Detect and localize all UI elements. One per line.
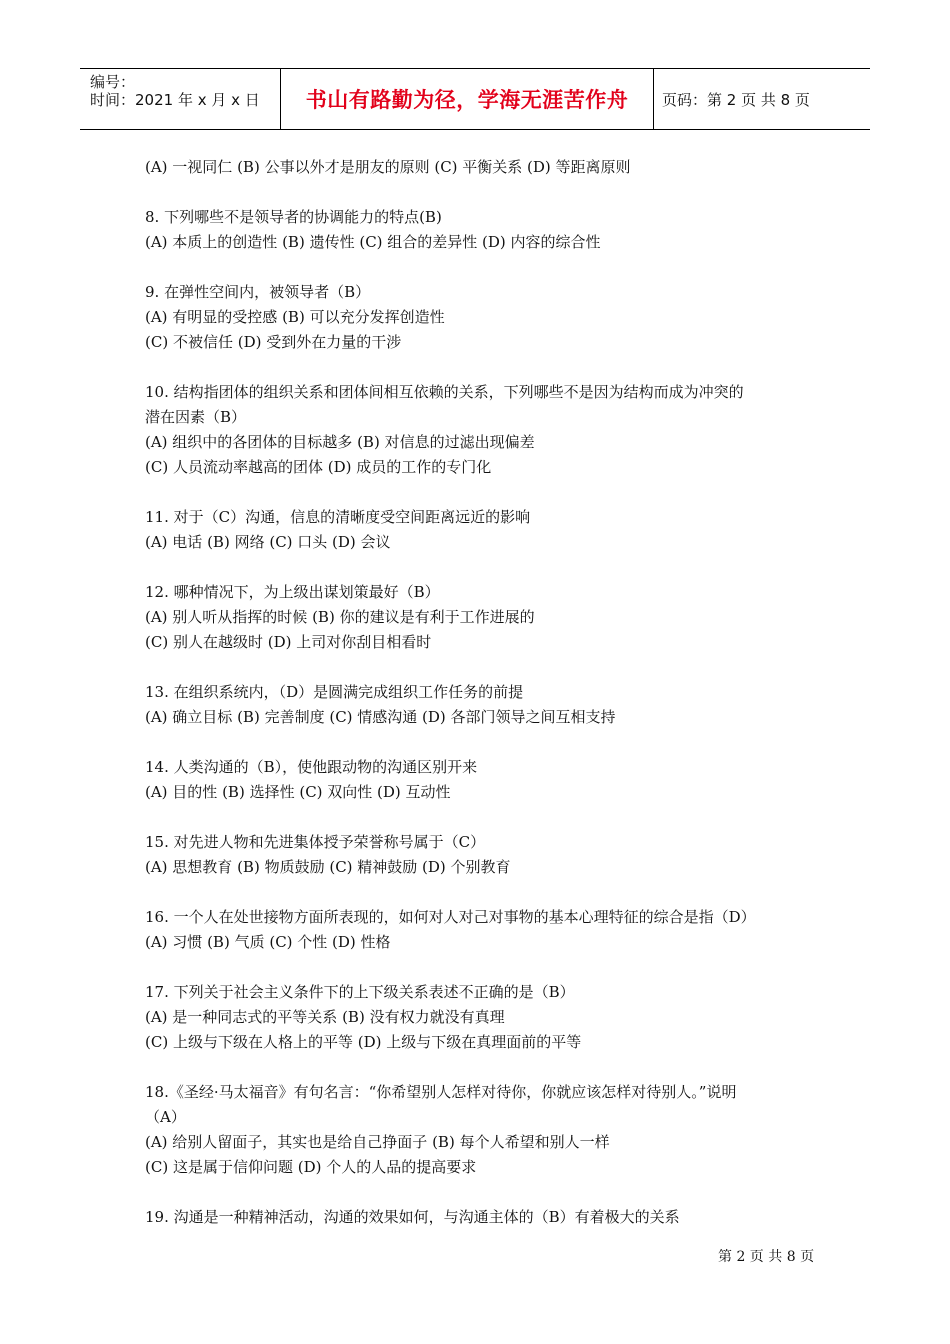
text-line: (A) 有明显的受控感 (B) 可以充分发挥创造性 xyxy=(145,308,445,326)
text-line: 12. 哪种情况下，为上级出谋划策最好（B） xyxy=(145,583,440,601)
block-spacer xyxy=(145,1055,815,1080)
text-line: (A) 别人听从指挥的时候 (B) 你的建议是有利于工作进展的 xyxy=(145,608,535,626)
text-line: 14. 人类沟通的（B），使他跟动物的沟通区别开来 xyxy=(145,758,478,776)
text-line: 16. 一个人在处世接物方面所表现的，如何对人对己对事物的基本心理特征的综合是指（D） xyxy=(145,908,756,926)
text-line: 8. 下列哪些不是领导者的协调能力的特点(B) xyxy=(145,208,442,226)
text-line: (A) 组织中的各团体的目标越多 (B) 对信息的过滤出现偏差 xyxy=(145,433,535,451)
question-block xyxy=(145,380,815,480)
question-block xyxy=(145,580,815,655)
text-line: (A) 思想教育 (B) 物质鼓励 (C) 精神鼓励 (D) 个别教育 xyxy=(145,858,511,876)
block-spacer xyxy=(145,955,815,980)
block-spacer xyxy=(145,880,815,905)
page-header xyxy=(80,68,870,130)
question-block xyxy=(145,1080,815,1180)
text-line: (A) 电话 (B) 网络 (C) 口头 (D) 会议 xyxy=(145,533,391,551)
question-block xyxy=(145,905,815,955)
text-line: 10. 结构指团体的组织关系和团体间相互依赖的关系，下列哪些不是因为结构而成为冲突的 xyxy=(145,383,744,401)
block-spacer xyxy=(145,180,815,205)
block-spacer xyxy=(145,480,815,505)
text-line: 17. 下列关于社会主义条件下的上下级关系表述不正确的是（B） xyxy=(145,983,575,1001)
block-spacer xyxy=(145,805,815,830)
block-spacer xyxy=(145,730,815,755)
text-line: （A） xyxy=(145,1108,186,1126)
question-block xyxy=(145,680,815,730)
text-line: 13. 在组织系统内，（D）是圆满完成组织工作任务的前提 xyxy=(145,683,524,701)
header-page-info: 页码：第 2 页 共 8 页 xyxy=(662,90,810,109)
text-line: (A) 目的性 (B) 选择性 (C) 双向性 (D) 互动性 xyxy=(145,783,451,801)
block-spacer xyxy=(145,255,815,280)
block-spacer xyxy=(145,355,815,380)
text-line: 9. 在弹性空间内，被领导者（B） xyxy=(145,283,371,301)
question-list xyxy=(145,155,815,1230)
question-block xyxy=(145,830,815,880)
text-line: (A) 是一种同志式的平等关系 (B) 没有权力就没有真理 xyxy=(145,1008,505,1026)
text-line: 11. 对于（C）沟通，信息的清晰度受空间距离远近的影响 xyxy=(145,508,531,526)
text-line: (A) 本质上的创造性 (B) 遗传性 (C) 组合的差异性 (D) 内容的综合性 xyxy=(145,233,601,251)
text-line: (A) 习惯 (B) 气质 (C) 个性 (D) 性格 xyxy=(145,933,391,951)
question-block xyxy=(145,205,815,255)
text-line: 15. 对先进人物和先进集体授予荣誉称号属于（C） xyxy=(145,833,486,851)
text-line: (C) 这是属于信仰问题 (D) 个人的人品的提高要求 xyxy=(145,1158,477,1176)
header-info xyxy=(80,69,280,129)
header-divider xyxy=(653,69,654,129)
text-line: (C) 上级与下级在人格上的平等 (D) 上级与下级在真理面前的平等 xyxy=(145,1033,582,1051)
page-footer: 第 2 页 共 8 页 xyxy=(718,1249,815,1265)
text-line: 18.《圣经·马太福音》有句名言：“你希望别人怎样对待你，你就应该怎样对待别人。”说明 xyxy=(145,1083,737,1101)
text-line: (C) 别人在越级时 (D) 上司对你刮目相看时 xyxy=(145,633,432,651)
text-line: (A) 一视同仁 (B) 公事以外才是朋友的原则 (C) 平衡关系 (D) 等距离原则 xyxy=(145,158,631,176)
header-motto: 书山有路勤为径，学海无涯苦作舟 xyxy=(305,88,629,112)
question-block xyxy=(145,280,815,355)
text-line: (C) 人员流动率越高的团体 (D) 成员的工作的专门化 xyxy=(145,458,492,476)
text-line: (A) 给别人留面子，其实也是给自己挣面子 (B) 每个人希望和别人一样 xyxy=(145,1133,610,1151)
block-spacer xyxy=(145,1180,815,1205)
question-block xyxy=(145,755,815,805)
text-line: (C) 不被信任 (D) 受到外在力量的干涉 xyxy=(145,333,402,351)
question-block xyxy=(145,505,815,555)
question-block xyxy=(145,1205,815,1230)
question-block xyxy=(145,980,815,1055)
text-line: (A) 确立目标 (B) 完善制度 (C) 情感沟通 (D) 各部门领导之间互相支持 xyxy=(145,708,616,726)
text-line: 19. 沟通是一种精神活动，沟通的效果如何，与沟通主体的（B）有着极大的关系 xyxy=(145,1208,680,1226)
block-spacer xyxy=(145,555,815,580)
time-label: 时间：2021 年 x 月 x 日 xyxy=(90,91,260,109)
question-block xyxy=(145,155,815,180)
text-line: 潜在因素（B） xyxy=(145,408,247,426)
serial-label: 编号： xyxy=(90,73,136,91)
block-spacer xyxy=(145,655,815,680)
